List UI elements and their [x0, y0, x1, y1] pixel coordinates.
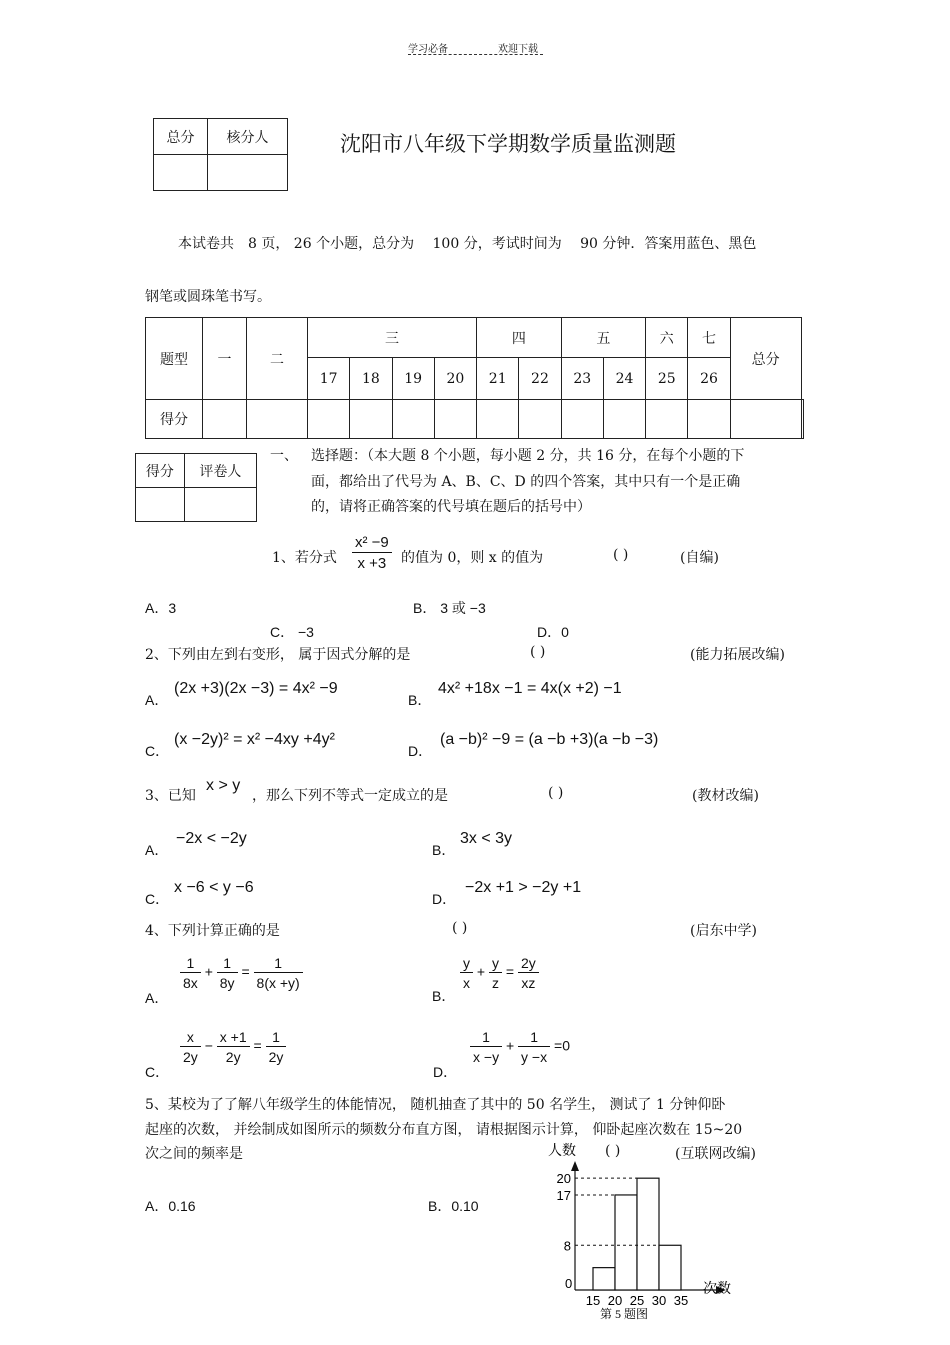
q2-source: (能力拓展改编) — [690, 647, 785, 663]
q4b-n3: 2y — [518, 955, 539, 973]
q4b-n1: y — [460, 955, 473, 973]
q3-option-a-label[interactable]: A． — [145, 842, 169, 858]
q4c-n2: x +1 — [217, 1029, 250, 1047]
score-table-num: 23 — [561, 358, 603, 400]
score-cell[interactable] — [561, 400, 603, 439]
q4-option-b-label[interactable]: B． — [432, 988, 456, 1004]
q2-stem: 2、下列由左到右变形， 属于因式分解的是 — [145, 647, 411, 663]
score-table-num: 18 — [350, 358, 392, 400]
q4b-eq: = — [505, 963, 515, 980]
section-instructions-line-1: 选择题：（本大题 8 个小题，每小题 2 分，共 16 分，在每个小题的下 — [311, 448, 745, 464]
score-cell[interactable] — [730, 400, 801, 439]
q4b-n2: y — [489, 955, 502, 973]
header-right: 欢迎下载 — [498, 44, 538, 55]
q3-prefix: 3、已知 — [145, 788, 196, 804]
q5-stem-line-3: 次之间的频率是 — [145, 1146, 243, 1162]
q4-option-d[interactable] — [470, 1029, 570, 1065]
q1-prefix: 1、若分式 — [272, 550, 337, 566]
grader-box-grader-label: 评卷人 — [184, 454, 256, 488]
intro-line-2: 钢笔或圆珠笔书写。 — [145, 289, 271, 305]
score-table-num: 20 — [434, 358, 476, 400]
chart-y-axis-label: 人数 — [548, 1144, 576, 1159]
score-cell[interactable] — [519, 400, 561, 439]
chart-x-tick-label: 20 — [607, 1293, 623, 1308]
chart-origin-label: 0 — [565, 1276, 573, 1291]
total-score-box — [153, 118, 288, 191]
score-table-num: 17 — [308, 358, 350, 400]
q2-option-c-label[interactable]: C． — [145, 743, 170, 759]
section-number: 一、 — [270, 448, 298, 464]
score-box-total-label: 总分 — [154, 119, 208, 155]
score-cell[interactable] — [203, 400, 247, 439]
chart-bar-15~20 — [593, 1268, 615, 1290]
q1-option-b[interactable]: B． 3 或 −3 — [413, 600, 486, 616]
q4a-d3: 8(x +y) — [256, 975, 300, 991]
q4-option-a[interactable] — [180, 955, 303, 991]
q4-option-d-label[interactable]: D． — [433, 1064, 458, 1080]
q3-condition: x > y — [206, 777, 241, 794]
score-box-total-cell[interactable] — [154, 155, 208, 191]
chart-y-tick-label: 20 — [556, 1171, 571, 1187]
q1-source: (自编) — [680, 550, 719, 566]
score-table-col-three: 三 — [308, 318, 477, 358]
q1-fraction-denominator: x +3 — [357, 555, 387, 572]
q5-stem-line-2: 起座的次数， 并绘制成如图所示的频数分布直方图， 请根据图示计算， 仰卧起座次数在 15~20 — [145, 1122, 743, 1138]
q4-option-c[interactable] — [180, 1029, 286, 1065]
q5-option-b[interactable]: B．0.10 — [428, 1198, 479, 1214]
q5-answer-blank[interactable]: ( ) — [605, 1143, 621, 1159]
q4a-n2: 1 — [217, 955, 238, 973]
score-cell[interactable] — [308, 400, 350, 439]
q2-option-c[interactable]: (x −2y)² = x² −4xy +4y² — [174, 731, 335, 748]
q1-option-a[interactable]: A．3 — [145, 600, 177, 616]
chart-x-tick-label: 15 — [585, 1293, 601, 1308]
score-table-num: 21 — [477, 358, 519, 400]
chart-x-axis-label: 次数 — [703, 1282, 731, 1297]
q4c-eq: = — [253, 1037, 262, 1054]
q4b-d3: xz — [521, 975, 536, 991]
intro-line-1: 本试卷共 8 页， 26 个小题，总分为 100 分，考试时间为 90 分钟．答案用蓝色、黑色 — [178, 236, 757, 252]
q2-option-a[interactable]: (2x +3)(2x −3) = 4x² −9 — [174, 680, 338, 697]
q1-suffix: 的值为 0，则 x 的值为 — [401, 550, 544, 566]
score-table-num: 24 — [603, 358, 645, 400]
chart-bar-20~25 — [615, 1195, 637, 1290]
q3-suffix: ，那么下列不等式一定成立的是 — [252, 788, 448, 804]
q4c-op: − — [204, 1037, 213, 1054]
q4-option-c-label[interactable]: C． — [145, 1064, 170, 1080]
q4d-tail: =0 — [554, 1037, 570, 1054]
score-table-col-five: 五 — [561, 318, 646, 358]
score-table-col-four: 四 — [477, 318, 562, 358]
header-divider — [408, 54, 543, 55]
chart-y-tick-label: 8 — [563, 1238, 571, 1254]
score-table-col-two: 二 — [247, 318, 308, 400]
q2-option-b[interactable]: 4x² +18x −1 = 4x(x +2) −1 — [438, 680, 622, 697]
chart-y-tick-label: 17 — [556, 1187, 571, 1203]
q2-option-d[interactable]: (a −b)² −9 = (a −b +3)(a −b −3) — [440, 731, 659, 748]
q4-option-b[interactable] — [460, 955, 539, 991]
q3-option-d-label[interactable]: D． — [432, 891, 457, 907]
grader-box-grader-cell[interactable] — [184, 488, 256, 522]
q5-option-a[interactable]: A．0.16 — [145, 1198, 196, 1214]
q3-source: (教材改编) — [692, 788, 759, 804]
q4c-n1: x — [180, 1029, 201, 1047]
q4-stem: 4、下列计算正确的是 — [145, 923, 280, 939]
q4c-d2: 2y — [225, 1049, 241, 1065]
score-table-num: 19 — [392, 358, 434, 400]
score-table-score-label: 得分 — [146, 400, 203, 439]
section-instructions-line-2: 面，都给出了代号为 A、B、C、D 的四个答案，其中只有一个是正确 — [311, 474, 741, 490]
score-cell[interactable] — [247, 400, 308, 439]
score-table-num: 22 — [519, 358, 561, 400]
score-cell[interactable] — [434, 400, 476, 439]
q4-answer-blank[interactable]: ( ) — [452, 920, 468, 936]
score-table-num: 26 — [688, 358, 730, 400]
score-cell[interactable] — [688, 400, 730, 439]
q2-option-d-label[interactable]: D． — [408, 743, 433, 759]
chart-bar-25~30 — [637, 1178, 659, 1290]
section-instructions-line-3: 的，请将正确答案的代号填在题后的括号中） — [311, 499, 591, 515]
q1-option-c[interactable]: C． −3 — [270, 624, 314, 640]
score-cell[interactable] — [603, 400, 645, 439]
q4a-n1: 1 — [180, 955, 201, 973]
score-cell[interactable] — [646, 400, 688, 439]
q4a-d2: 8y — [219, 975, 235, 991]
q1-fraction — [352, 534, 392, 572]
q4c-d3: 2y — [268, 1049, 284, 1065]
q4a-op: + — [204, 963, 213, 980]
header-left: 学习必备 — [408, 44, 448, 55]
score-cell[interactable] — [392, 400, 434, 439]
q4a-n3: 1 — [254, 955, 303, 973]
q4d-n1: 1 — [470, 1029, 502, 1047]
score-cell[interactable] — [350, 400, 392, 439]
q4d-n2: 1 — [518, 1029, 550, 1047]
q3-option-b[interactable]: 3x < 3y — [460, 830, 513, 847]
q2-option-b-label[interactable]: B． — [408, 692, 432, 708]
grader-box-score-cell[interactable] — [136, 488, 185, 522]
score-cell[interactable] — [801, 400, 803, 439]
q1-option-d[interactable]: D．0 — [537, 624, 569, 640]
q4a-eq: = — [241, 963, 250, 980]
grader-box-score-label: 得分 — [136, 454, 185, 488]
score-table-col-seven: 七 — [688, 318, 730, 358]
q4d-d2: y −x — [521, 1049, 548, 1065]
q4d-d1: x −y — [473, 1049, 500, 1065]
q2-option-a-label[interactable]: A． — [145, 692, 169, 708]
score-table-col-six: 六 — [646, 318, 688, 358]
q5-stem-line-1: 5、某校为了了解八年级学生的体能情况， 随机抽查了其中的 50 名学生， 测试了 1 分钟仰卧 — [145, 1097, 726, 1113]
q3-option-c-label[interactable]: C． — [145, 891, 170, 907]
histogram-chart — [520, 1135, 760, 1320]
chart-y-axis-arrow — [571, 1161, 579, 1171]
q5-source: (互联网改编) — [675, 1146, 756, 1162]
score-box-checker-cell[interactable] — [207, 155, 287, 191]
q3-option-d[interactable]: −2x +1 > −2y +1 — [465, 879, 582, 896]
score-cell[interactable] — [477, 400, 519, 439]
chart-title: 第 5 题图 — [600, 1307, 649, 1320]
q1-answer-blank[interactable]: ( ) — [613, 547, 629, 563]
page-title: 沈阳市八年级下学期数学质量监测题 — [340, 132, 676, 156]
q4b-d2: z — [491, 975, 499, 991]
chart-bar-30~35 — [659, 1245, 681, 1290]
score-table — [145, 317, 804, 439]
score-table-col-one: 一 — [203, 318, 247, 400]
grader-box — [135, 453, 257, 522]
score-table-num: 25 — [646, 358, 688, 400]
q4c-n3: 1 — [266, 1029, 287, 1047]
score-box-checker-label: 核分人 — [207, 119, 287, 155]
q1-fraction-numerator: x² −9 — [352, 534, 392, 553]
q3-answer-blank[interactable]: ( ) — [548, 785, 564, 801]
q4-option-a-label[interactable]: A． — [145, 990, 169, 1006]
q4b-op: + — [476, 963, 486, 980]
q4c-d1: 2y — [183, 1049, 198, 1065]
chart-x-tick-label: 30 — [651, 1293, 667, 1308]
q3-option-a[interactable]: −2x < −2y — [176, 830, 247, 847]
q4d-op: + — [505, 1037, 515, 1054]
chart-x-tick-label: 35 — [673, 1293, 689, 1308]
score-table-type-label: 题型 — [146, 318, 203, 400]
q3-option-b-label[interactable]: B． — [432, 842, 456, 858]
q4-source: (启东中学) — [690, 923, 757, 939]
score-table-total-label: 总分 — [730, 318, 801, 400]
chart-x-tick-label: 25 — [629, 1293, 645, 1308]
q4b-d1: x — [463, 975, 470, 991]
q4a-d1: 8x — [183, 975, 198, 991]
q2-answer-blank[interactable]: ( ) — [530, 644, 546, 660]
q3-option-c[interactable]: x −6 < y −6 — [174, 879, 254, 896]
